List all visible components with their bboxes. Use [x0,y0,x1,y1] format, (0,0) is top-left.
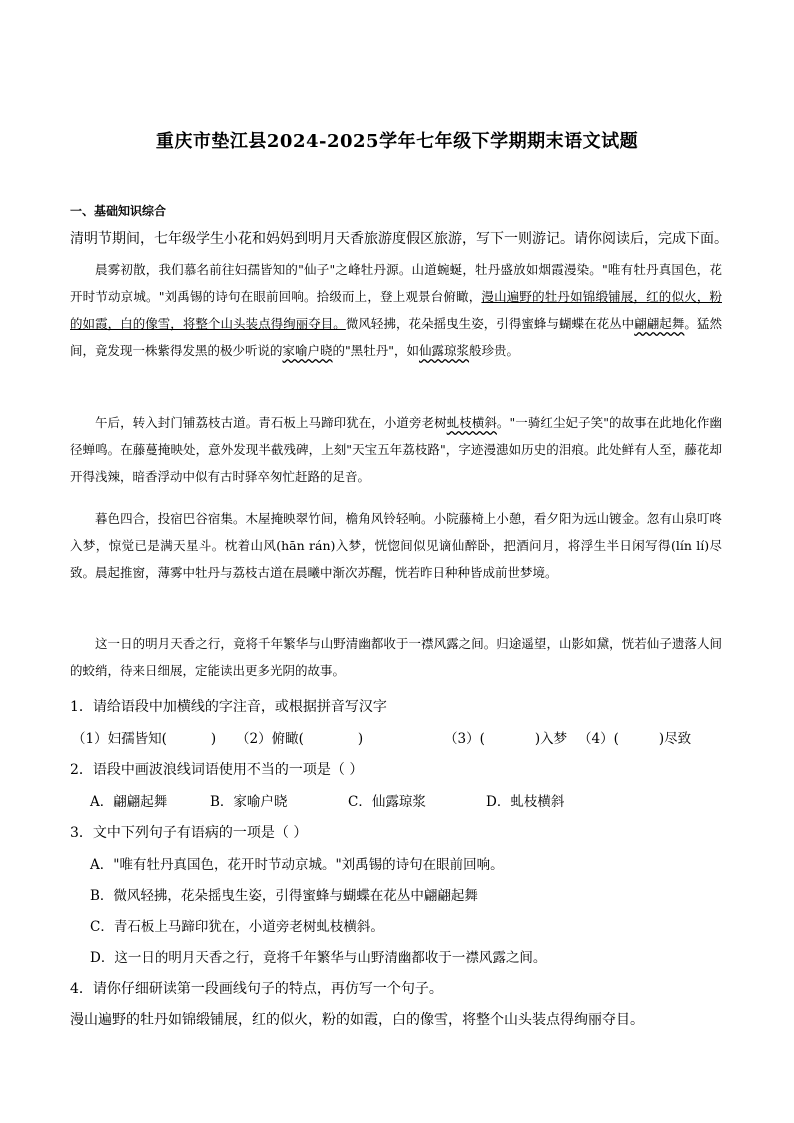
q2-option-d[interactable]: D．虬枝横斜 [486,794,565,810]
question-1-stem: 1．请给语段中加横线的字注音，或根据拼音写汉字 [70,699,387,715]
q1-item-2: （2）俯瞰( ) [236,731,364,747]
page-title: 重庆市垫江县2024-2025学年七年级下学期期末语文试题 [155,131,639,152]
q2-option-a[interactable]: A．翩翩起舞 [90,794,168,810]
q2-option-c[interactable]: C．仙露琼浆 [348,794,426,810]
p1-text-e: 般珍贵。 [469,343,520,358]
wavy-word-3: 仙露琼浆 [419,343,470,358]
q2-option-b[interactable]: B．家喻户晓 [210,794,288,810]
essay-paragraph-1 [70,256,722,364]
essay-paragraph-4 [70,630,722,684]
q1-item-1: （1）妇孺皆知( ) [72,731,217,747]
essay-paragraph-3 [70,505,722,586]
p4-text: 这一日的明月天香之行，竟将千年繁华与山野清幽都收于一襟风露之间。归途遥望，山影如黛，恍若仙子遗落人间的蛟绡，待来日细展，定能读出更多光阴的故事。 [70,636,722,678]
question-2-stem: 2．语段中画波浪线词语使用不当的一项是（ ） [70,762,364,778]
question-4-sentence: 漫山遍野的牡丹如锦缎铺展，红的似火，粉的如霞，白的像雪，将整个山头装点得绚丽夺目。 [70,1012,644,1028]
question-4-stem: 4．请你仔细研读第一段画线句子的特点，再仿写一个句子。 [70,981,443,997]
wavy-word-2: 家喻户晓 [282,343,333,358]
p2-text-a: 午后，转入封门铺荔枝古道。青石板上马蹄印犹在，小道旁老树 [95,415,447,430]
p2-text-b: 。"一骑红尘妃子笑"的故事在此地化作幽径蝉鸣。在藤蔓掩映处，意外发现半截残碑，上刻"天宝五年荔枝路"，字迹漫漶如历史的泪痕。此处鲜有人至，藤花却开得浅辣，暗香浮动中似有古时驿卒匆忙赶路的足音。 [70,415,722,484]
p1-text-d: 的"黑牡丹"，如 [332,343,420,358]
essay-paragraph-2 [70,409,722,490]
q1-item-3: （3）( )入梦 [444,731,568,747]
section-heading: 一、基础知识综合 [70,204,167,218]
wavy-word-4: 虬枝横斜 [446,415,497,430]
intro-text: 清明节期间，七年级学生小花和妈妈到明月天香旅游度假区旅游，写下一则游记。请你阅读后，完成下面。 [70,231,728,247]
q1-item-4: （4）( )尽致 [578,731,692,747]
wavy-word-1: 翩翩起舞 [634,316,685,331]
p3-text: 暮色四合，投宿巴谷宿集。木屋掩映翠竹间，檐角风铃轻响。小院藤椅上小憩，看夕阳为远山镀金。忽有山泉叮咚入梦，惊觉已是满天星斗。枕着山风(hān rán)入梦，恍惚间似见谪仙醉卧，把酒问月，将浮生半日闲写得(lín lí)尽致。晨起推窗，薄雾中牡丹与荔枝古道在晨曦中渐次苏醒，恍若昨日种种皆成前世梦境。 [70,511,722,580]
question-3-stem: 3．文中下列句子有语病的一项是（ ） [70,825,308,841]
q3-option-a[interactable]: A．"唯有牡丹真国色，花开时节动京城。"刘禹锡的诗句在眼前回响。 [90,857,504,873]
q3-option-b[interactable]: B．微风轻拂，花朵摇曳生姿，引得蜜蜂与蝴蝶在花丛中翩翩起舞 [90,888,478,904]
p1-underlined-sentence: 漫山遍野的牡丹如锦缎铺展，红的似火，粉的如霞，白的像雪，将整个山头装点得绚丽夺目。 [70,289,722,331]
p1-text-a: 晨雾初散，我们慕名前往妇孺皆知的"仙子"之峰牡丹源。山道蜿蜒，牡丹盛放如烟霞漫染。"唯有牡丹真国色，花开时节动京城。"刘禹锡的诗句在眼前回响。拾级而上，登上观景台俯瞰， [70,262,722,304]
p1-text-b: 微风轻拂，花朵摇曳生姿，引得蜜蜂与蝴蝶在花丛中 [345,316,635,331]
q3-option-c[interactable]: C．青石板上马蹄印犹在，小道旁老树虬枝横斜。 [90,919,384,935]
q3-option-d[interactable]: D．这一日的明月天香之行，竟将千年繁华与山野清幽都收于一襟风露之间。 [90,950,547,966]
p1-text-c: 。猛然间，竟发现一株紫得发黑的极少听说的 [70,316,722,358]
